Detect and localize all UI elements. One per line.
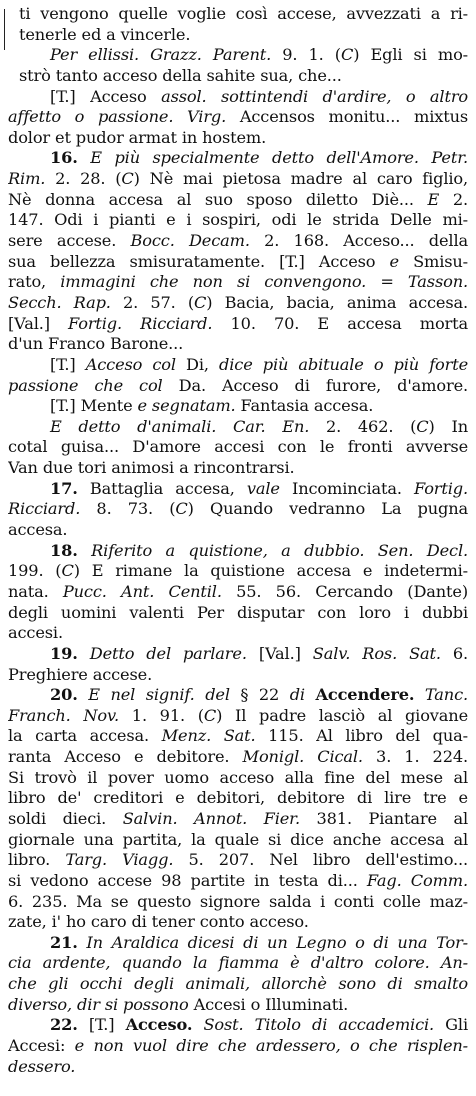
text-line (8, 541, 468, 562)
text-run: dessero. (8, 1056, 76, 1076)
text-line (8, 252, 468, 273)
text-line (8, 107, 468, 128)
text-run: d'un Franco Barone... (8, 334, 184, 354)
text-run: e segnatam. (137, 396, 236, 416)
text-run: 55. 56. Cercando (Dante) (221, 581, 468, 601)
text-run: la carta accesa. (8, 726, 162, 746)
text-run: 381. Piantare al (299, 808, 468, 828)
margin-rule (4, 9, 5, 50)
text-line (8, 830, 468, 851)
text-run: Detto del parlare. (89, 643, 247, 663)
text-line (8, 231, 468, 252)
text-run: ranta Acceso e debitore. (8, 747, 243, 767)
text-run: 20. (50, 685, 78, 705)
text-run (414, 685, 425, 704)
text-run: Fantasia accesa. (235, 396, 374, 416)
text-line (8, 148, 468, 169)
text-run: che gli occhi degli animali, allorchè sono di smalto (8, 974, 468, 994)
text-run: C (61, 561, 74, 581)
text-line (8, 685, 468, 706)
text-run: 2. 462. ( (309, 416, 417, 436)
text-run: Targ. Viagg. (65, 850, 174, 870)
text-line (8, 396, 468, 417)
text-run: [T.] Acceso (50, 86, 162, 106)
text-run: Tanc. (424, 685, 468, 705)
text-line (8, 376, 468, 397)
text-run (78, 541, 91, 560)
entry-text-column (8, 4, 468, 1077)
text-run (78, 685, 89, 704)
text-run: C (121, 169, 134, 189)
text-line (8, 809, 468, 830)
text-run: Menz. Sat. (161, 726, 256, 746)
text-run: immagini che non si convengono. (60, 272, 367, 292)
text-line (8, 582, 468, 603)
text-run: libro de' creditori e debitori, debitore di lire tre e (8, 788, 468, 808)
text-line (8, 1057, 468, 1078)
text-run: = (366, 272, 408, 292)
text-run: Gli (434, 1015, 468, 1035)
text-line (8, 706, 468, 727)
text-run: vale (246, 478, 280, 498)
text-run: 16. (50, 148, 78, 168)
text-run: Franch. Nov. (8, 705, 120, 725)
text-run: soldi dieci. (8, 808, 123, 828)
text-run: e (389, 251, 399, 271)
text-run: Accendere. (315, 685, 415, 705)
text-run: C (203, 705, 217, 725)
text-line (8, 499, 468, 520)
text-run: di (289, 685, 305, 705)
text-run: Nè donna accesa al suo sposo diletto Diè... (8, 189, 428, 209)
text-run: sere accese. (8, 231, 131, 251)
text-run: si vedono accese 98 partite in testa di... (8, 870, 367, 890)
text-run: 21. (50, 932, 78, 952)
text-line (8, 169, 468, 190)
text-run: 18. (50, 540, 78, 560)
text-run: Pucc. Ant. Centil. (62, 581, 222, 601)
text-run: Battaglia accesa, (77, 478, 247, 498)
text-run: 2. 57. ( (110, 292, 195, 312)
text-run: C (416, 416, 429, 436)
text-run (78, 148, 91, 167)
text-run: passione che col (8, 375, 163, 395)
text-line (8, 66, 468, 87)
text-run: Van due tori animosi a rincontrarsi. (8, 458, 295, 478)
text-run: C (194, 292, 207, 312)
text-line (8, 458, 468, 479)
text-line (8, 334, 468, 355)
text-line (8, 623, 468, 644)
text-run: 3. 1. 224. (362, 747, 468, 767)
text-run: 17. (50, 478, 78, 498)
text-run: [Val.] (8, 313, 69, 333)
text-run: giornale una partita, la quale si dice anche accesa al (8, 829, 468, 849)
text-run: 8. 73. ( (80, 499, 176, 519)
text-run: 22. (50, 1015, 78, 1035)
text-line (8, 933, 468, 954)
text-run: Accesi o Illuminati. (188, 994, 349, 1014)
text-run: 19. (50, 643, 78, 663)
text-run: 9. 1. ( (271, 45, 341, 65)
text-run: 147. Odi i pianti e i sospiri, odi le strida Delle mi- (8, 210, 468, 230)
text-run: accesi. (8, 623, 63, 643)
text-run: In Araldica dicesi di un Legno o di una Tor- (86, 932, 468, 952)
text-run: 5. 207. Nel libro dell'estimo... (173, 850, 468, 870)
text-line (8, 953, 468, 974)
text-run: 6. (440, 643, 468, 663)
text-run: dice più abituale o più forte (219, 354, 468, 374)
text-run: [T.] (77, 1015, 126, 1035)
text-run: 199. ( (8, 561, 62, 581)
text-run: Fag. Comm. (366, 870, 468, 890)
text-run: Smisu- (398, 251, 468, 271)
text-line (8, 25, 468, 46)
text-line (8, 665, 468, 686)
text-run: dolor et pudor armat in hostem. (8, 127, 267, 147)
text-run: accesa. (8, 520, 68, 540)
text-run: 6. 235. Ma se questo signore salda i conti colle maz- (8, 891, 468, 911)
text-run: diverso, dir si possono (8, 994, 189, 1014)
text-run: Secch. Rap. (8, 292, 111, 312)
text-run: E (427, 189, 440, 209)
text-run: ) Il padre lasciò al giovane (216, 705, 468, 725)
text-run: § 22 (229, 685, 290, 705)
text-run: Monigl. Cical. (242, 747, 363, 767)
text-run: Fortig. (414, 478, 468, 498)
text-run: 2. 28. ( (45, 169, 122, 189)
text-run: Acceso. (125, 1015, 193, 1035)
text-run: Sost. Titolo di accademici. (203, 1015, 435, 1035)
text-run: ) Bacia, bacia, anima accesa. (206, 292, 468, 312)
text-run: Fortig. Ricciard. (68, 313, 213, 333)
text-run: cia ardente, quando la fiamma è d'altro colore. An- (8, 953, 468, 973)
text-line (8, 520, 468, 541)
text-line (8, 355, 468, 376)
text-line (8, 871, 468, 892)
text-run: ) Quando vedranno La pugna (187, 499, 468, 519)
text-run: rato, (8, 272, 61, 292)
text-line (8, 726, 468, 747)
text-run: zate, i' ho caro di tener conto acceso. (8, 912, 309, 932)
text-run: degli uomini valenti Per disputar con loro i dubbi (8, 602, 468, 622)
text-line (8, 603, 468, 624)
text-line (8, 479, 468, 500)
text-run: 115. Al libro del qua- (255, 726, 468, 746)
text-run: Incominciata. (279, 478, 414, 498)
text-run: Da. Acceso di furore, d'amore. (162, 375, 468, 395)
text-run: 2. (439, 189, 468, 209)
text-run: Accesi: (8, 1036, 75, 1056)
text-run: strò tanto acceso della sahite sua, che... (19, 65, 342, 85)
text-line (8, 314, 468, 335)
text-run: Per ellissi. Grazz. Parent. (50, 45, 272, 65)
text-run: libro. (8, 850, 66, 870)
text-run: [T.] (50, 354, 86, 374)
text-line (8, 87, 468, 108)
text-run: Bocc. Decam. (130, 231, 250, 251)
text-line (8, 747, 468, 768)
text-line (8, 912, 468, 933)
text-line (8, 850, 468, 871)
text-line (8, 892, 468, 913)
text-line (8, 190, 468, 211)
text-run: 2. 168. Acceso... della (249, 231, 468, 251)
text-run: ) In (428, 416, 468, 436)
text-run: Salvin. Annot. Fier. (122, 808, 300, 828)
text-run: [Val.] (246, 643, 313, 663)
text-line (8, 45, 468, 66)
text-run: sua bellezza smisuratamente. [T.] Acceso (8, 251, 390, 271)
text-run (78, 644, 90, 663)
text-line (8, 272, 468, 293)
text-run (305, 685, 316, 704)
text-run: ) E rimane la quistione accesa e indetermi- (73, 561, 468, 581)
text-line (8, 768, 468, 789)
text-line (8, 995, 468, 1016)
text-run: Salv. Ros. Sat. (312, 643, 441, 663)
text-line (8, 437, 468, 458)
text-run: Ricciard. (8, 499, 81, 519)
text-run: affetto o passione. Virg. (8, 107, 227, 127)
text-run: Riferito a quistione, a dubbio. Sen. Decl. (91, 540, 468, 560)
text-run: ) Nè mai pietosa madre al caro figlio, (133, 169, 468, 189)
text-run: C (340, 45, 354, 65)
text-run: 10. 70. E accesa morta (212, 313, 468, 333)
text-line (8, 644, 468, 665)
text-line (8, 293, 468, 314)
text-line (8, 561, 468, 582)
text-run: Di, (175, 354, 220, 374)
text-line (8, 128, 468, 149)
text-run: Acceso col (85, 354, 176, 374)
text-line (8, 210, 468, 231)
text-line (8, 974, 468, 995)
text-run: assol. sottintendi d'ardire, o altro (161, 86, 468, 106)
text-line (8, 1036, 468, 1057)
text-run: e non vuol dire che ardessero, o che risplen- (74, 1036, 468, 1056)
text-run: tenerle ed a vincerle. (19, 24, 191, 44)
text-run: C (175, 499, 188, 519)
text-run: Preghiere accese. (8, 664, 153, 684)
text-run: ) Egli si mo- (353, 45, 468, 65)
text-run (192, 1015, 203, 1034)
text-run: nata. (8, 581, 63, 601)
text-run: ti vengono quelle voglie così accese, avvezzati a ri- (19, 4, 468, 23)
text-line (8, 417, 468, 438)
text-run: Accensos monitu... mixtus (226, 107, 468, 127)
text-line (8, 4, 468, 25)
text-run: E detto d'animali. Car. En. (50, 416, 310, 436)
text-run: E più specialmente detto dell'Amore. Petr. (90, 148, 468, 168)
text-line (8, 788, 468, 809)
text-run: 1. 91. ( (119, 705, 204, 725)
text-run: cotal guisa... D'amore accesi con le fronti avverse (8, 437, 468, 457)
text-run: Tasson. (407, 272, 468, 292)
text-line (8, 1015, 468, 1036)
text-run: Si trovò il pover uomo acceso alla fine del mese al (8, 767, 468, 787)
text-run: E nel signif. del (88, 685, 230, 705)
text-run: [T.] Mente (50, 396, 138, 416)
text-run: Rim. (8, 169, 46, 189)
